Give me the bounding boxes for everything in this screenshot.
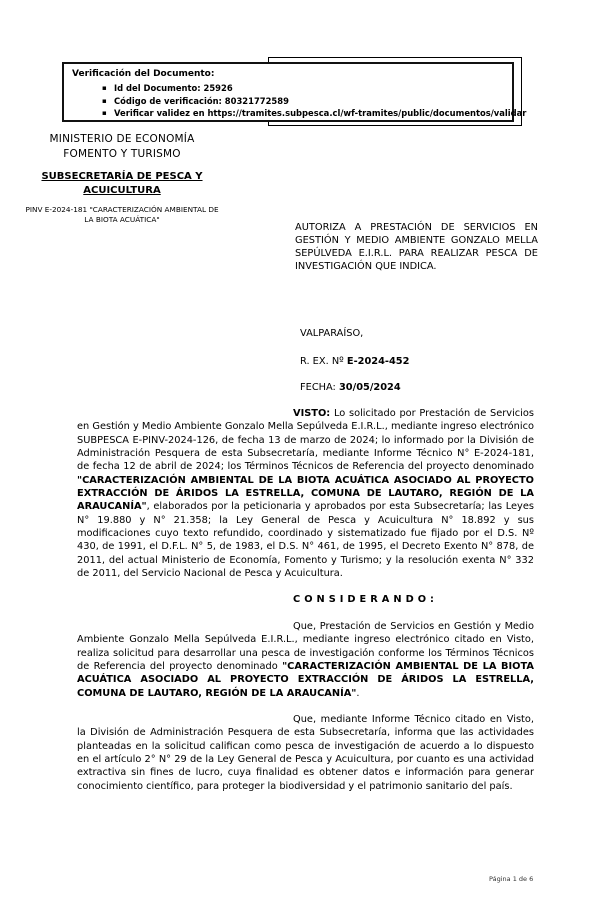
resolution-number: E-2024-452 <box>346 356 410 367</box>
ministry-line2: FOMENTO Y TURISMO <box>63 147 181 160</box>
considerando-paragraph-2 <box>77 713 534 793</box>
verification-title: Verificación del Documento: <box>72 69 215 79</box>
resolution-subject: AUTORIZA A PRESTACIÓN DE SERVICIOS EN GESTIÓN Y MEDIO AMBIENTE GONZALO MELLA SEPÚLVEDA E.I.R.L. PARA REALIZAR PESCA DE INVESTIGACIÓN QUE INDICA. <box>295 222 538 273</box>
verification-url: Verificar validez en https://tramites.subpesca.cl/wf-tramites/public/documentos/validar <box>114 108 527 119</box>
verification-item <box>102 107 527 120</box>
bullet-icon: ▪ <box>102 84 107 92</box>
city-line: VALPARAÍSO, <box>300 328 364 339</box>
considerando-heading: CONSIDERANDO: <box>293 594 438 606</box>
verification-box <box>62 62 527 122</box>
considerando-1-text-2: . <box>356 687 360 699</box>
visto-text-1: Lo solicitado por Prestación de Servicios en Gestión y Medio Ambiente Gonzalo Mella Sepúlveda E.I.R.L., mediante ingreso electrónico SUBPESCA E-PINV-2024-126, de fecha 13 de marzo de 2024; lo informado por la División de Administración Pesquera de esta Subsecretaría, mediante Informe Técnico N° E-2024-181, de fecha 12 de abril de 2024; los Términos Técnicos de Referencia del proyecto denominado <box>77 408 534 473</box>
resolution-label: R. EX. Nº <box>300 356 347 367</box>
date-label: FECHA: <box>300 382 339 393</box>
verification-item-text: Código de verificación: 80321772589 <box>114 95 289 106</box>
considerando-1-text-1: Que, Prestación de Servicios en Gestión y Medio Ambiente Gonzalo Mella Sepúlveda E.I.R.L., mediante ingreso electrónico citado en Visto, realiza solicitud para desarrollar una pesca de investigación conforme los Términos Técnicos de Referencia del proyecto denominado <box>77 620 534 672</box>
verification-list <box>72 82 527 120</box>
ministry-line1: MINISTERIO DE ECONOMÍA <box>49 133 195 145</box>
visto-paragraph <box>77 407 534 580</box>
considerando-2-text: Que, mediante Informe Técnico citado en Visto, la División de Administración Pesquera de esta Subsecretaría, informa que las actividades planteadas en la solicitud califican como pesca de investigación de acuerdo a lo dispuesto en el artículo 2° N° 29 de la Ley General de Pesca y Acuicultura, por cuanto es una actividad extractiva sin fines de lucro, cuya finalidad es obtener datos e información para generar conocimiento científico, para proteger la biodiversidad y el patrimonio sanitario del país. <box>77 713 534 792</box>
considerando-1-project-name: "CARACTERIZACIÓN AMBIENTAL DE LA BIOTA ACUÁTICA ASOCIADO AL PROYECTO EXTRACCIÓN DE ÁRIDOS LA ESTRELLA, COMUNA DE LAUTARO, REGIÓN DE LA ARAUCANÍA" <box>77 660 535 699</box>
date-line <box>300 382 401 393</box>
document-body <box>77 407 534 806</box>
visto-project-name: "CARACTERIZACIÓN AMBIENTAL DE LA BIOTA ACUÁTICA ASOCIADO AL PROYECTO EXTRACCIÓN DE ÁRIDOS LA ESTRELLA, COMUNA DE LAUTARO, REGIÓN DE LA ARAUCANÍA" <box>77 474 534 513</box>
verification-item <box>102 95 506 108</box>
date-value: 30/05/2024 <box>338 382 401 393</box>
verification-item <box>102 82 506 95</box>
bullet-icon: ▪ <box>102 96 107 105</box>
page-indicator: Página 1 de 6 <box>489 875 534 883</box>
bullet-icon: ▪ <box>102 109 107 118</box>
considerando-paragraph-1 <box>77 620 534 700</box>
project-reference: PINV E-2024-181 "CARACTERIZACIÓN AMBIENTAL DE LA BIOTA ACUÁTICA" <box>25 205 219 224</box>
visto-text-2: , elaborados por la peticionaria y aprobados por esta Subsecretaría; las Leyes N° 19.880 y N° 21.358; la Ley General de Pesca y Acuicultura N° 18.892 y sus modificaciones cuyo texto refundido, coordinado y sistematizado fue fijado por el D.S. Nº 430, de 1991, el D.F.L. N° 5, de 1983, el D.S. N° 461, de 1995, el Decreto Exento N° 878, de 2011, del actual Ministerio de Economía, Fomento y Turismo; y la resolución exenta N° 332 de 2011, del Servicio Nacional de Pesca y Acuicultura. <box>77 501 534 580</box>
visto-label: VISTO: <box>293 408 331 419</box>
verification-item-text: Id del Documento: 25926 <box>114 83 233 93</box>
resolution-number-line <box>300 356 409 367</box>
letterhead <box>24 132 220 225</box>
subsecretaria-title: SUBSECRETARÍA DE PESCA Y ACUICULTURA <box>41 171 203 196</box>
